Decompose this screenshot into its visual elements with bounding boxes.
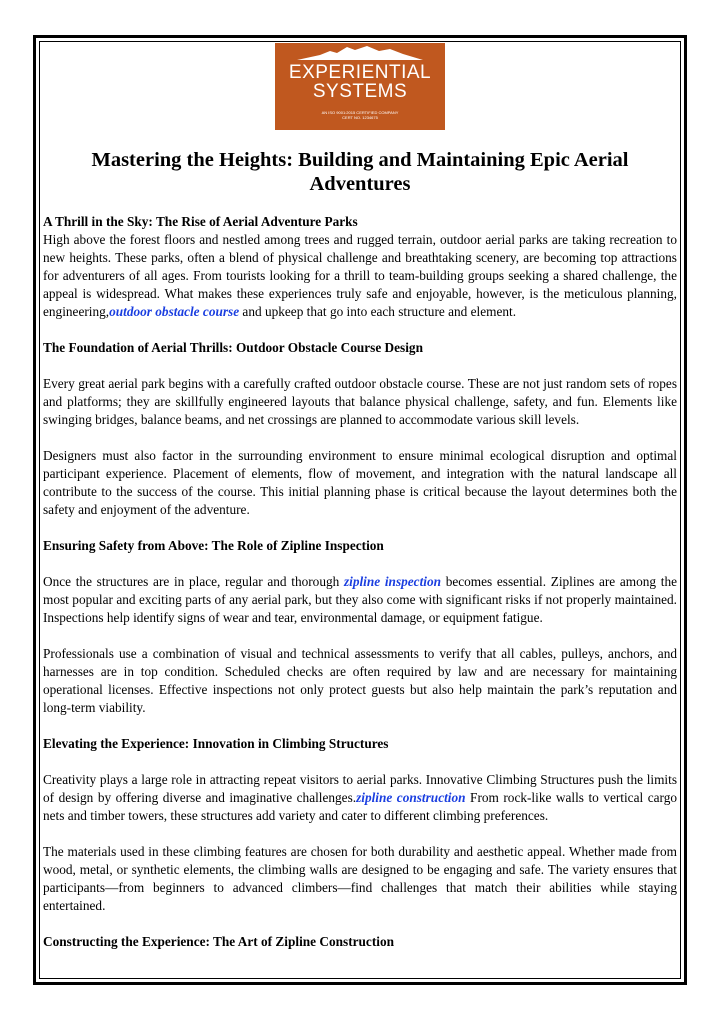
text-run: Creativity plays a large role in attracting repeat visitors to aerial parks. Innovative Climbing Structures push the limits of design by offering diverse and imaginative challenges. <box>43 772 677 805</box>
outdoor-obstacle-course-link[interactable]: outdoor obstacle course <box>109 304 240 319</box>
paragraph: The materials used in these climbing features are chosen for both durability and aesthetic appeal. Whether made from wood, metal, or synthetic elements, the climbing walls are designed to be engaging and safe. The variety ensures that participants—from beginners to advanced climbers—find challenges that match their abilities while staying entertained. <box>43 844 677 913</box>
text-run: From rock-like walls to vertical cargo nets and timber towers, these structures add variety and cater to different climbing preferences. <box>43 790 677 823</box>
section-heading-rise: A Thrill in the Sky: The Rise of Aerial Adventure Parks <box>43 214 358 229</box>
section-heading-construction: Constructing the Experience: The Art of Zipline Construction <box>43 934 395 949</box>
logo-tagline: AN ISO 9001:2015 CERTIFIED COMPANY <box>321 110 399 115</box>
logo-line-1: EXPERIENTIAL <box>288 62 432 83</box>
paragraph: Professionals use a combination of visual and technical assessments to verify that all cables, pulleys, anchors, and harnesses are in top condition. Scheduled checks are often required by law and are necessary for maintaining operational licenses. Effective inspections not only protect guests but also help maintain the park’s reputation and long-term viability. <box>43 646 677 715</box>
paragraph: Designers must also factor in the surrounding environment to ensure minimal ecological disruption and optimal participant experience. Placement of elements, flow of movement, and integration with the natural landscape all contribute to the success of the course. This initial planning phase is critical because the layout determines both the safety and enjoyment of the adventure. <box>43 448 677 517</box>
paragraph <box>43 771 677 825</box>
zipline-construction-link[interactable]: zipline construction <box>356 790 466 805</box>
document-title: Mastering the Heights: Building and Maintaining Epic Aerial Adventures <box>91 149 629 195</box>
paragraph <box>43 573 677 627</box>
text-run: High above the forest floors and nestled among trees and rugged terrain, outdoor aerial parks are taking recreation to new heights. These parks, often a blend of physical challenge and breathtaking scenery, are becoming top attractions for adventurers of all ages. From tourists looking for a thrill to team-building groups seeking a shared challenge, the appeal is widespread. What makes these experiences truly safe and enjoyable, however, is the meticulous planning, engineering, <box>43 232 677 319</box>
section-heading-innovation: Elevating the Experience: Innovation in Climbing Structures <box>43 736 389 751</box>
text-run: and upkeep that go into each structure and element. <box>239 304 517 319</box>
paragraph: Every great aerial park begins with a carefully crafted outdoor obstacle course. These are not just random sets of ropes and platforms; they are skillfully engineered layouts that balance physical challenge, safety, and fun. Elements like swinging bridges, balance beams, and net crossings are planned to accommodate various skill levels. <box>43 376 677 427</box>
logo-cert-number: CERT NO. 1234675 <box>342 115 378 120</box>
section-heading-foundation: The Foundation of Aerial Thrills: Outdoor Obstacle Course Design <box>43 340 423 355</box>
paragraph <box>43 231 677 321</box>
mountain-peaks-icon <box>275 43 445 63</box>
text-run: Once the structures are in place, regular and thorough <box>43 574 344 589</box>
logo-line-2: SYSTEMS <box>312 81 408 102</box>
zipline-inspection-link[interactable]: zipline inspection <box>343 574 442 589</box>
document-body <box>43 213 677 951</box>
section-heading-safety: Ensuring Safety from Above: The Role of Zipline Inspection <box>43 538 384 553</box>
text-run: becomes essential. Ziplines are among the most popular and exciting parts of any aerial park, but they also come with significant risks if not properly maintained. Inspections help identify signs of wear and tear, environmental damage, or equipment fatigue. <box>43 574 677 625</box>
company-logo <box>275 43 445 130</box>
